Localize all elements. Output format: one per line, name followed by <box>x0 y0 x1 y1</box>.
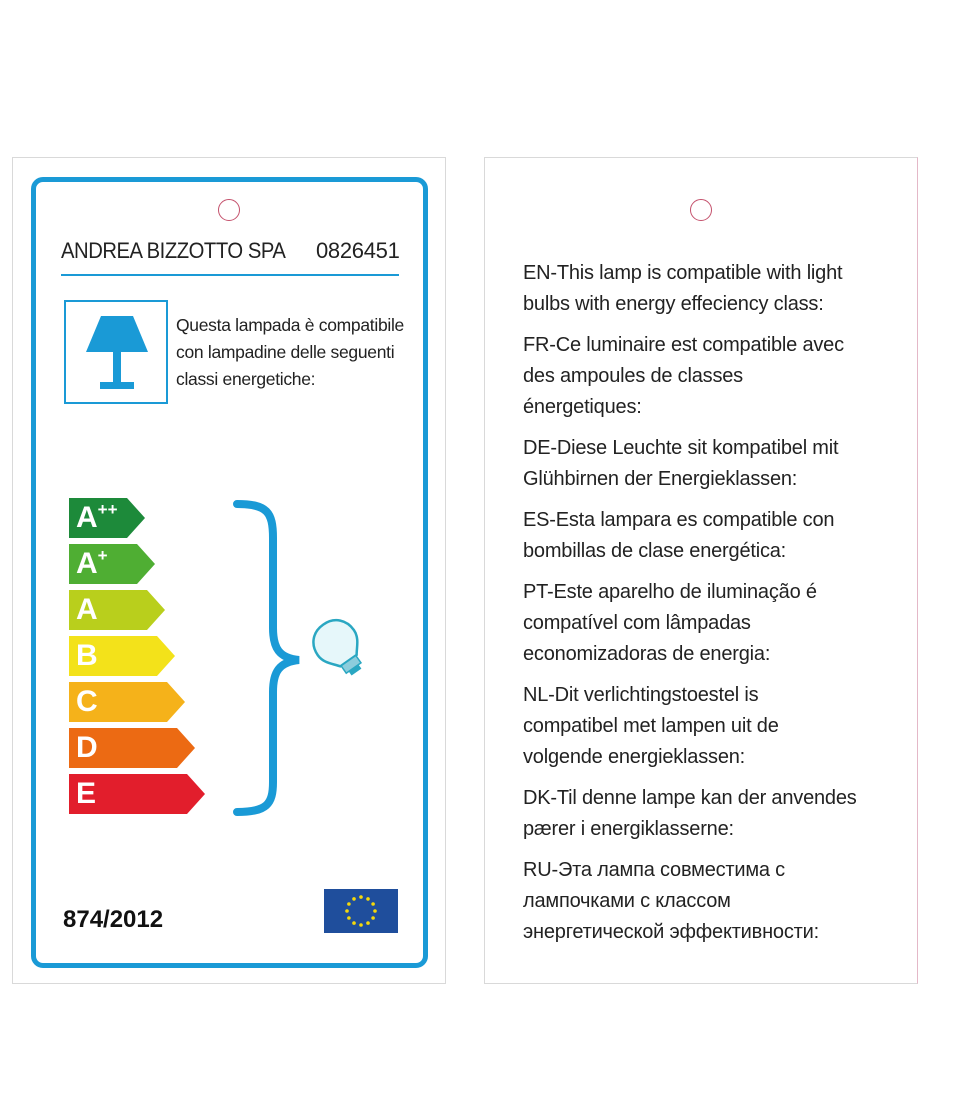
energy-class-label: D <box>76 731 98 764</box>
translation-paragraph <box>523 680 903 773</box>
eu-star <box>347 916 351 920</box>
translation-line: DE-Diese Leuchte sit kompatibel mit <box>523 437 839 459</box>
translation-line: RU-Эта лампа совместима с <box>523 859 785 881</box>
translation-line: volgende energieklassen: <box>523 746 746 768</box>
energy-class-label: E <box>76 777 97 810</box>
company-name: ANDREA BIZZOTTO SPA <box>61 238 286 263</box>
hang-hole <box>690 199 712 221</box>
energy-label-card <box>12 157 446 984</box>
energy-class-label: A++ <box>76 500 118 534</box>
translation-paragraph <box>523 258 903 320</box>
translation-line: EN-This lamp is compatible with light <box>523 262 843 284</box>
compatibility-line: classi energetiche: <box>176 369 316 389</box>
eu-star <box>366 921 370 925</box>
eu-star <box>345 909 349 913</box>
eu-star <box>371 916 375 920</box>
translation-line: DK-Til denne lampe kan der anvendes <box>523 787 857 809</box>
header-rule <box>61 274 399 276</box>
translation-paragraph <box>523 433 903 495</box>
bracket-icon <box>233 498 313 818</box>
energy-class-arrow <box>69 728 195 768</box>
translations-text <box>523 258 903 958</box>
multilingual-card <box>484 157 918 984</box>
translation-line: FR-Ce luminaire est compatible avec <box>523 334 844 356</box>
energy-class-arrow <box>69 774 205 814</box>
translation-line: énergetiques: <box>523 396 642 418</box>
table-lamp-icon <box>64 300 168 404</box>
translation-line: энергетической эффективности: <box>523 921 819 943</box>
energy-class-arrow <box>69 682 185 722</box>
energy-class-arrow <box>69 590 165 630</box>
energy-class-arrow <box>69 544 155 584</box>
eu-star <box>366 897 370 901</box>
eu-star <box>352 897 356 901</box>
hang-hole <box>218 199 240 221</box>
translation-line: economizadoras de energia: <box>523 643 771 665</box>
eu-star <box>373 909 377 913</box>
translation-line: compatibel met lampen uit de <box>523 715 779 737</box>
product-code: 0826451 <box>316 238 400 263</box>
energy-class-label: B <box>76 639 98 672</box>
energy-class-label: A <box>76 593 98 626</box>
energy-class-label: A+ <box>76 546 108 580</box>
translation-line: NL-Dit verlichtingstoestel is <box>523 684 759 706</box>
translation-line: pærer i energiklasserne: <box>523 818 734 840</box>
translation-line: bombillas de clase energética: <box>523 540 787 562</box>
translation-line: des ampoules de classes <box>523 365 743 387</box>
translation-line: ES-Esta lampara es compatible con <box>523 509 835 531</box>
eu-star <box>371 902 375 906</box>
translation-paragraph <box>523 330 903 423</box>
translation-paragraph <box>523 855 903 948</box>
eu-flag-icon <box>324 889 398 933</box>
translation-paragraph <box>523 783 903 845</box>
translation-line: лампочками с классом <box>523 890 731 912</box>
translation-line: compatível com lâmpadas <box>523 612 751 634</box>
translation-paragraph <box>523 577 903 670</box>
compatibility-text <box>176 312 426 393</box>
light-bulb-icon <box>309 615 373 685</box>
energy-class-arrow <box>69 636 175 676</box>
translation-line: Glühbirnen der Energieklassen: <box>523 468 798 490</box>
translation-paragraph <box>523 505 903 567</box>
eu-star <box>352 921 356 925</box>
eu-star <box>347 902 351 906</box>
eu-star <box>359 895 363 899</box>
eu-star <box>359 923 363 927</box>
translation-line: PT-Este aparelho de iluminação é <box>523 581 817 603</box>
translation-line: bulbs with energy effeciency class: <box>523 293 824 315</box>
regulation-number: 874/2012 <box>63 906 164 933</box>
compatibility-line: Questa lampada è compatibile <box>176 315 404 335</box>
energy-class-label: C <box>76 685 98 718</box>
compatibility-line: con lampadine delle seguenti <box>176 342 395 362</box>
energy-class-arrow <box>69 498 145 538</box>
